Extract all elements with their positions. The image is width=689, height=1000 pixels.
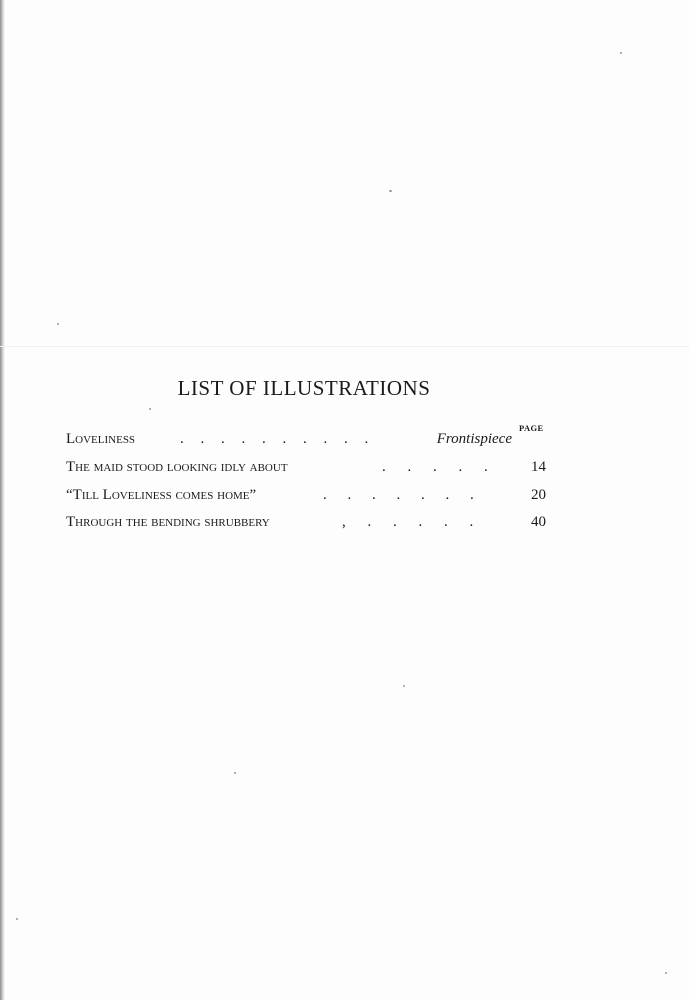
dot-leader: . . . . . . . xyxy=(323,487,474,503)
illustration-page: 20 xyxy=(531,487,546,503)
dot-leader: . . . . . xyxy=(382,459,488,475)
illustration-entry xyxy=(66,459,546,483)
dot-leader: . . . . . . . . . . xyxy=(180,431,369,447)
illustration-caption: Loveliness xyxy=(66,431,136,447)
paper-speck xyxy=(16,918,18,920)
paper-speck xyxy=(389,190,392,192)
illustration-caption: “Till Loveliness comes home” xyxy=(66,487,257,503)
dot-leader: , . . . . . xyxy=(342,514,474,530)
page-column-label: PAGE xyxy=(519,423,544,433)
page-fold-line xyxy=(0,346,689,347)
page-title: LIST OF ILLUSTRATIONS xyxy=(177,376,431,400)
paper-speck xyxy=(620,52,622,54)
illustration-entry xyxy=(66,487,546,511)
paper-speck xyxy=(149,408,151,410)
illustration-entry xyxy=(66,514,546,538)
illustration-page: 14 xyxy=(531,459,546,475)
illustration-entry xyxy=(66,431,546,455)
illustration-caption: Through the bending shrubbery xyxy=(66,514,270,530)
paper-speck xyxy=(57,323,59,325)
paper-speck xyxy=(234,772,236,774)
paper-speck xyxy=(403,685,405,687)
illustration-page: Frontispiece xyxy=(436,431,512,447)
paper-speck xyxy=(665,972,667,974)
illustration-page: 40 xyxy=(531,514,546,530)
illustration-caption: The maid stood looking idly about xyxy=(66,459,288,475)
page-binding-edge xyxy=(0,0,5,1000)
